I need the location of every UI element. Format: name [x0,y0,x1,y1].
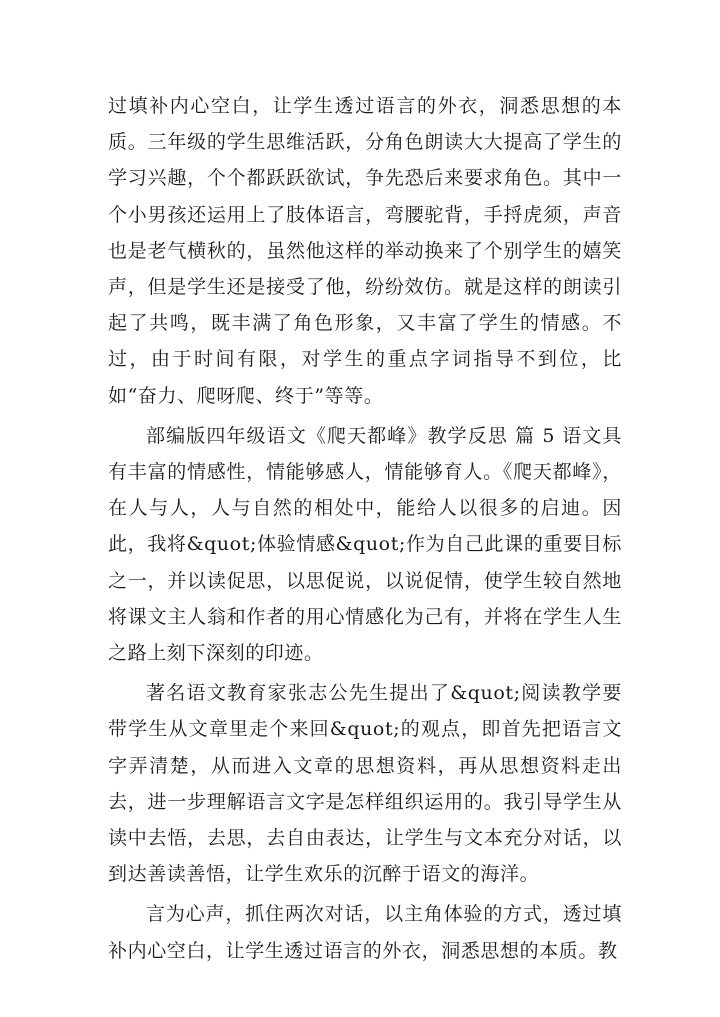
paragraph-1: 过填补内心空白，让学生透过语言的外衣，洞悉思想的本质。三年级的学生思维活跃，分角色朗读大大提高了学生的学习兴趣，个个都跃跃欲试，争先恐后来要求角色。其中一个小男孩还运用上了肢体语言，弯腰驼背，手捋虎须，声音也是老气横秋的，虽然他这样的举动换来了个别学生的嬉笑声，但是学生还是接受了他，纷纷效仿。就是这样的朗读引起了共鸣，既丰满了角色形象，又丰富了学生的情感。不过，由于时间有限，对学生的重点字词指导不到位，比如“奋力、爬呀爬、终于”等等。 [108,95,622,407]
paragraph-2: 部编版四年级语文《爬天都峰》教学反思 篇 5 语文具有丰富的情感性，情能够感人，情能够育人。《爬天都峰》，在人与人，人与自然的相处中，能给人以很多的启迪。因此，我将&quot;体验情感&quot;作为自己此课的重要目标之一，并以读促思，以思促说，以说促情，使学生较自然地将课文主人翁和作者的用心情感化为己有，并将在学生人生之路上刻下深刻的印迹。 [108,424,622,665]
paragraph-4: 言为心声，抓住两次对话，以主角体验的方式，透过填补内心空白，让学生透过语言的外衣，洞悉思想的本质。教 [108,903,622,962]
paragraph-3: 著名语文教育家张志公先生提出了&quot;阅读教学要带学生从文章里走个来回&quot;的观点，即首先把语言文字弄清楚，从而进入文章的思想资料，再从思想资料走出去，进一步理解语言文字是怎样组织运用的。我引导学生从读中去悟，去思，去自由表达，让学生与文本充分对话，以到达善读善悟，让学生欢乐的沉醉于语文的海洋。 [108,682,622,886]
document-page [108,88,622,969]
